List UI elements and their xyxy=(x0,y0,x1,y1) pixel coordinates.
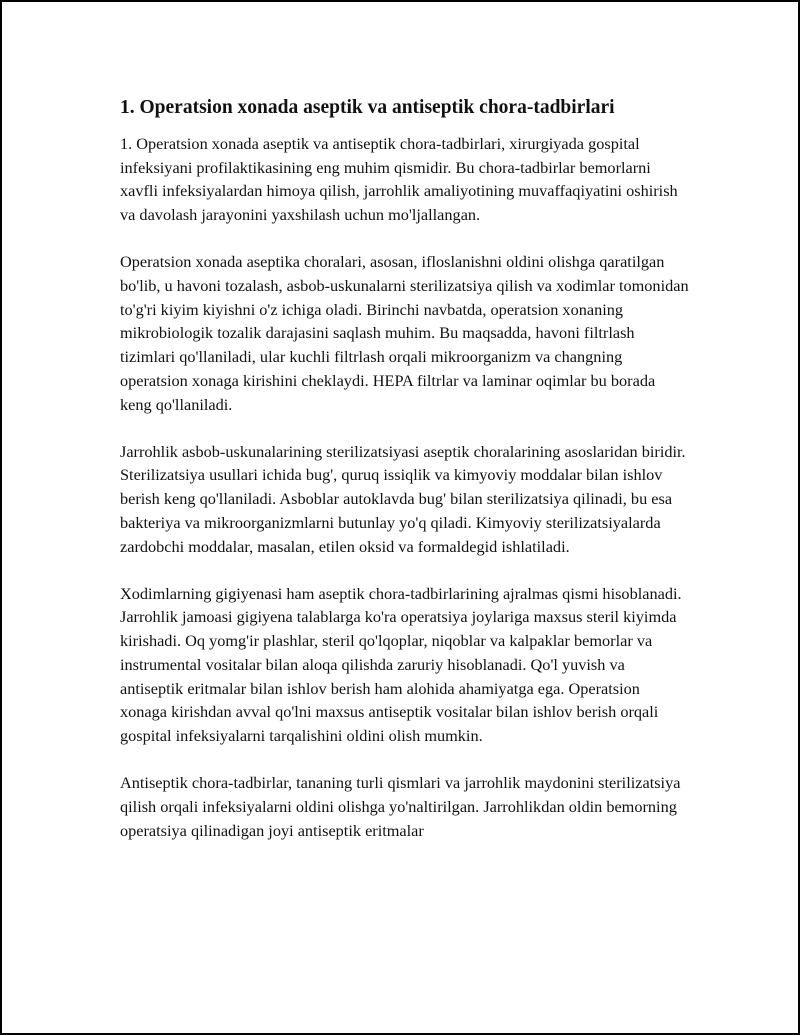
paragraph-sterilization: Jarrohlik asbob-uskunalarining sterilizatsiyasi aseptik choralarining asoslaridan biridir. Sterilizatsiya usullari ichida bug', quruq issiqlik va kimyoviy moddalar bilan ishlov berish keng qo'llaniladi. Asboblar autoklavda bug' bilan sterilizatsiya qilinadi, bu esa bakteriya va mikroorganizmlarni butunlay yo'q qiladi. Kimyoviy sterilizatsiyalarda zardobchi moddalar, masalan, etilen oksid va formaldegid ishlatiladi. xyxy=(120,441,686,556)
section-heading: 1. Operatsion xonada aseptik va antiseptik chora-tadbirlari xyxy=(120,97,615,118)
paragraph-intro: 1. Operatsion xonada aseptik va antiseptik chora-tadbirlari, xirurgiyada gospital infeksiyani profilaktikasining eng muhim qismidir. Bu chora-tadbirlar bemorlarni xavfli infeksiyalardan himoya qilish, jarrohlik amaliyotining muvaffaqiyatini oshirish va davolash jarayonini yaxshilash uchun mo'ljallangan. xyxy=(120,134,678,225)
paragraph-aseptic-measures: Operatsion xonada aseptika choralari, asosan, ifloslanishni oldini olishga qaratilgan bo'lib, u havoni tozalash, asbob-uskunalarni sterilizatsiya qilish va xodimlar tomonidan to'g'ri kiyim kiyishni o'z ichiga oladi. Birinchi navbatda, operatsion xonaning mikrobiologik tozalik darajasini saqlash muhim. Bu maqsadda, havoni filtrlash tizimlari qo'llaniladi, ular kuchli filtrlash orqali mikroorganizm va changning operatsion xonaga kirishini cheklaydi. HEPA filtrlar va laminar oqimlar bu borada keng qo'llaniladi. xyxy=(120,252,689,414)
paragraph-staff-hygiene: Xodimlarning gigiyenasi ham aseptik chora-tadbirlarining ajralmas qismi hisoblanadi. Jarrohlik jamoasi gigiyena talablarga ko'ra operatsiya joylariga maxsus steril kiyimda kirishadi. Oq yomg'ir plashlar, steril qo'lqoplar, niqoblar va kalpaklar bemorlar va instrumental vositalar bilan aloqa qilishda zaruriy hisoblanadi. Qo'l yuvish va antiseptik eritmalar bilan ishlov berish ham alohida ahamiyatga ega. Operatsion xonaga kirishdan avval qo'lni maxsus antiseptik vositalar bilan ishlov berish orqali gospital infeksiyalarni tarqalishini oldini olish mumkin. xyxy=(120,583,682,745)
paragraph-antiseptic-measures: Antiseptik chora-tadbirlar, tananing turli qismlari va jarrohlik maydonini sterilizatsiya qilish orqali infeksiyalarni oldini olishga yo'naltirilgan. Jarrohlikdan oldin bemorning operatsiya qilinadigan joyi antiseptik eritmalar xyxy=(120,773,681,840)
document-body xyxy=(120,94,690,866)
